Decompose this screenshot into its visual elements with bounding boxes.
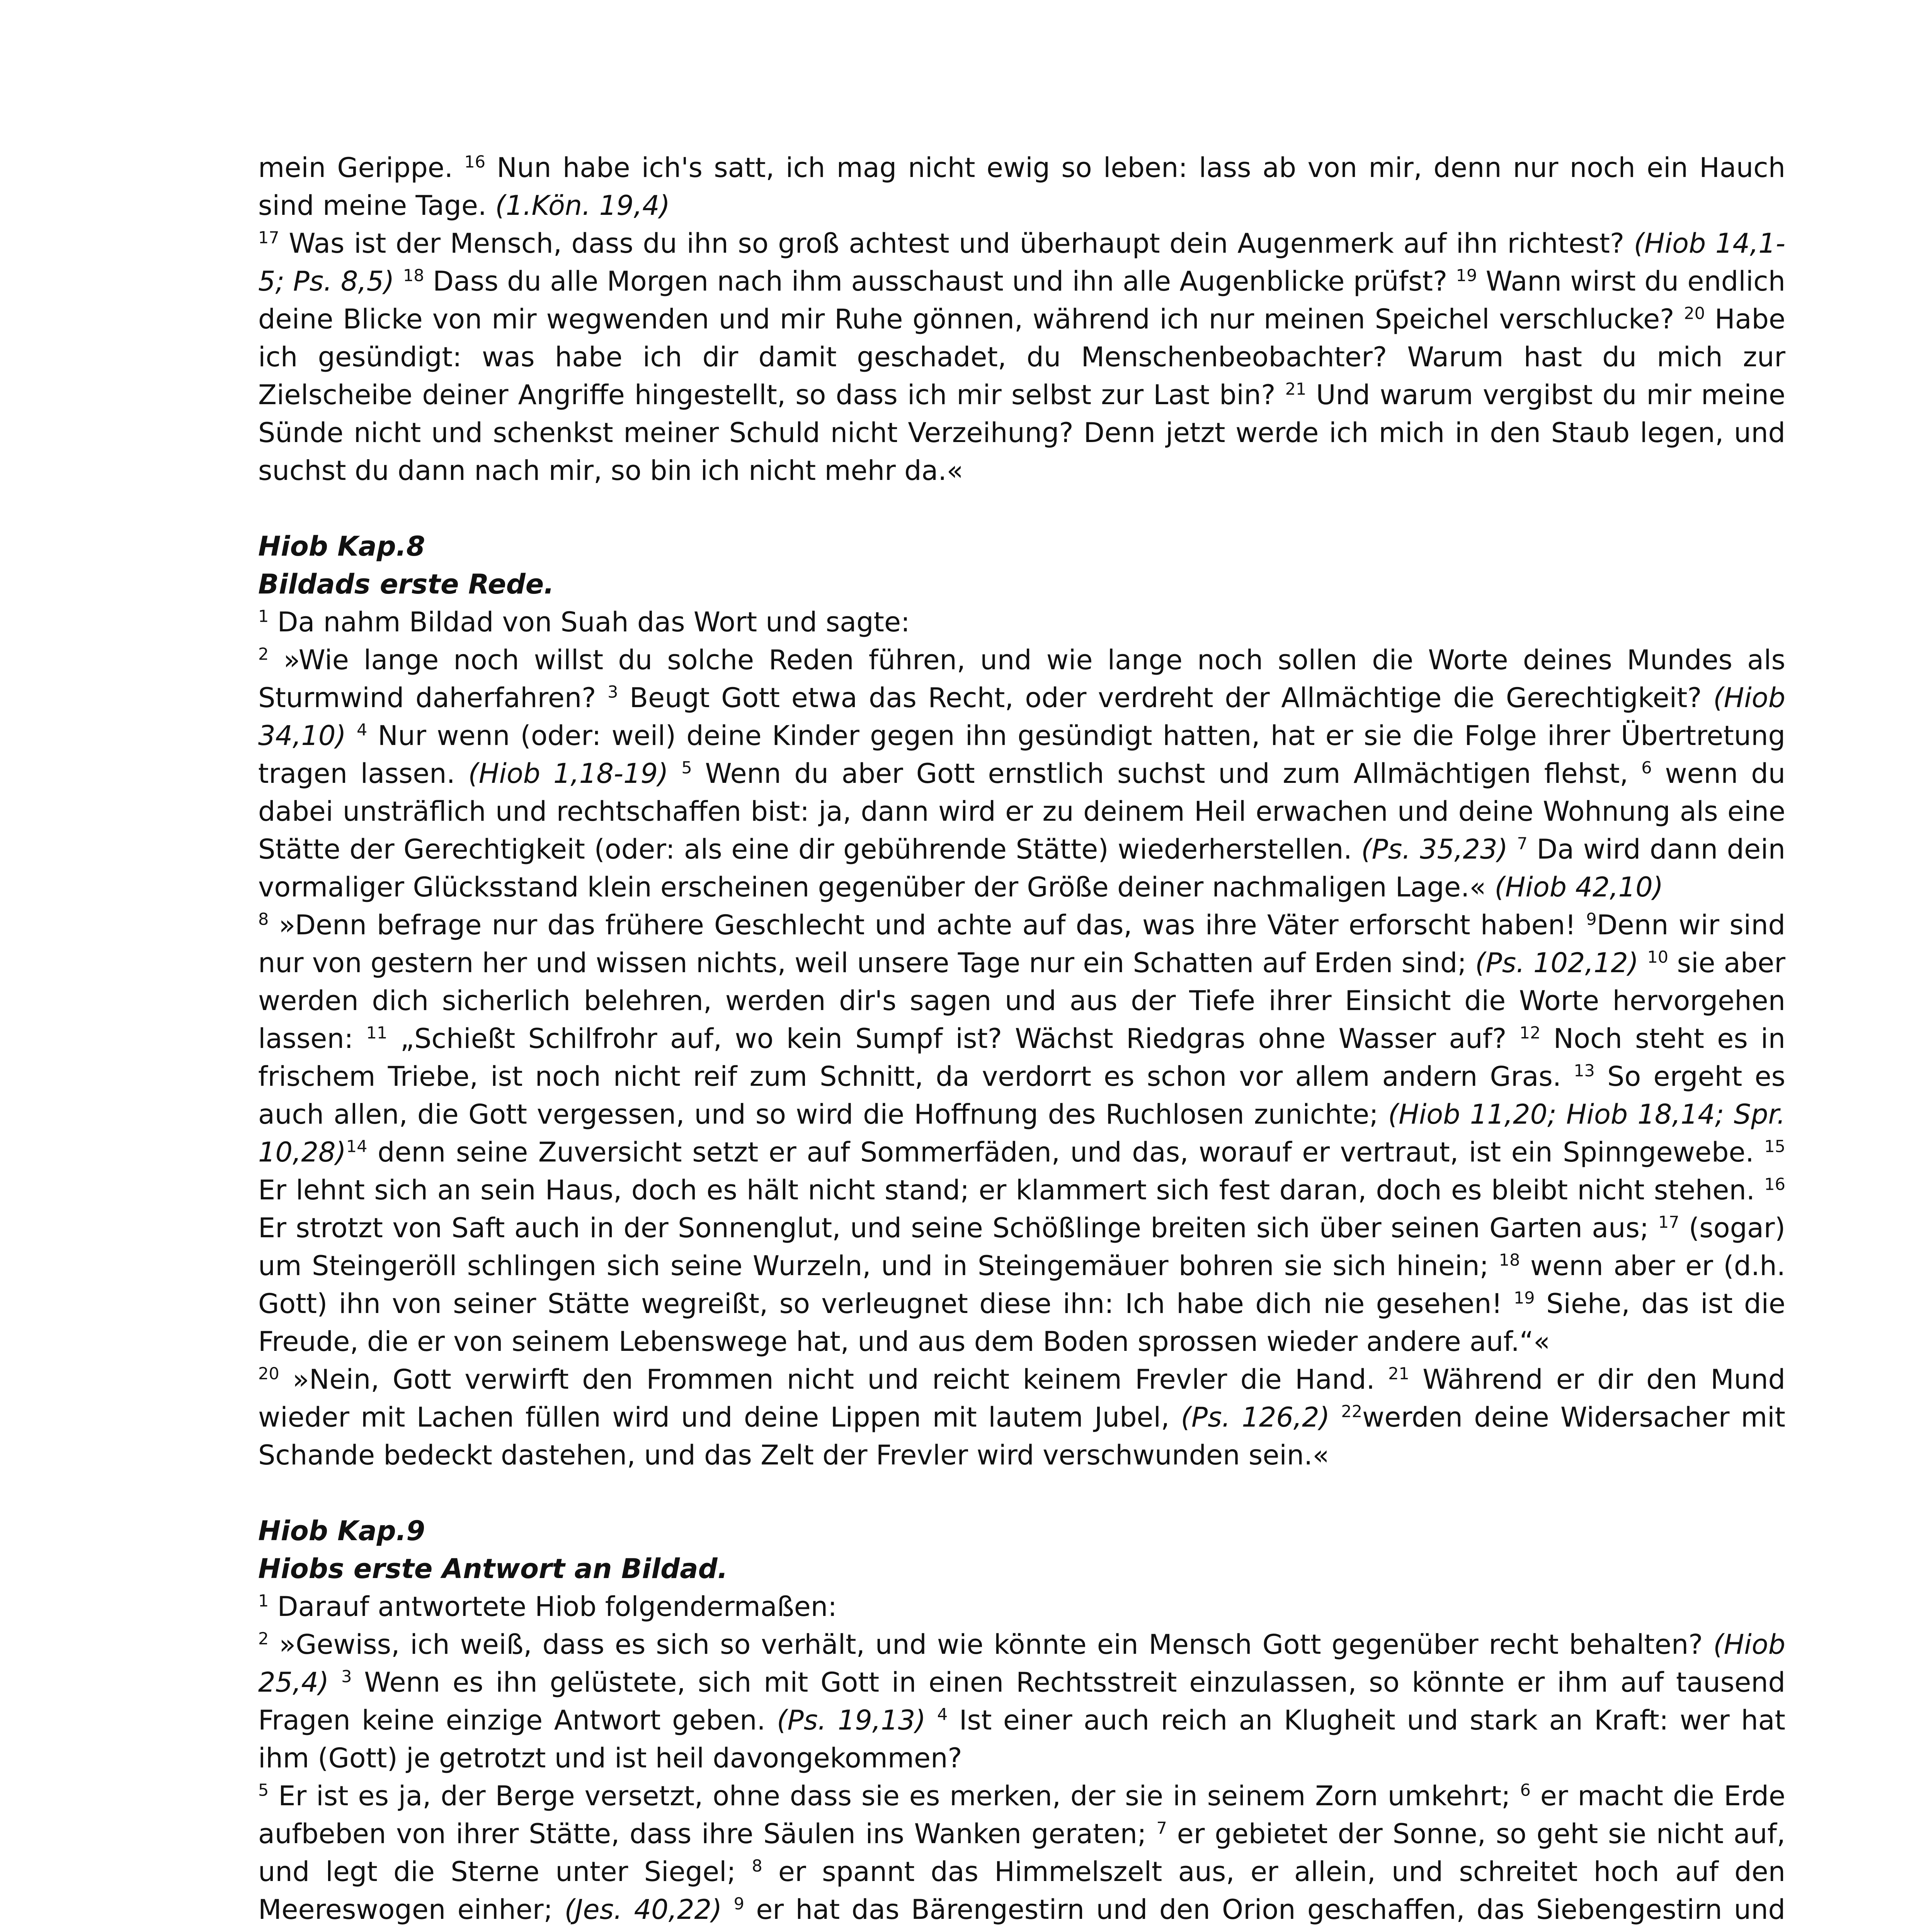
section-gap (258, 1474, 1785, 1512)
verse-number: 10 (1647, 947, 1669, 967)
verse-number: 19 (1513, 1288, 1535, 1308)
verse-text: Darauf antwortete Hiob folgendermaßen: (269, 1591, 837, 1622)
verse-text: Denn wir sind nur von gestern her und wissen nichts, weil unsere Tage nur ein Schatten auf Erden sind; (258, 909, 1785, 979)
verse-number: 6 (1641, 758, 1652, 778)
verse-number: 8 (752, 1856, 762, 1876)
verse-number: 3 (341, 1667, 352, 1687)
verse-text: Nun habe ich's satt, ich mag nicht ewig so leben: lass ab von mir, denn nur noch ein Hauch sind meine Tage. (258, 152, 1786, 221)
section-gap (258, 490, 1785, 527)
verse-text: Wann wirst du endlich deine Blicke von mir wegwenden und mir Ruhe gönnen, während ich nur meinen Speichel verschlucke? (258, 265, 1785, 335)
verse-paragraph (258, 603, 1785, 641)
verse-text (1330, 1401, 1341, 1433)
verse-text: „Schießt Schilfrohr auf, wo kein Sumpf ist? Wächst Riedgras ohne Wasser auf? (387, 1023, 1520, 1054)
verse-number: 20 (258, 1364, 279, 1384)
verse-number: 7 (1517, 834, 1528, 854)
verse-number: 9 (733, 1894, 745, 1914)
verse-text: Er strotzt von Saft auch in der Sonnenglut, und seine Schößlinge breiten sich über seinen Garten aus; (258, 1212, 1658, 1244)
verse-text: »Denn befrage nur das frühere Geschlecht und achte auf das, was ihre Väter erforscht haben! (269, 909, 1586, 941)
verse-number: 1 (258, 1591, 269, 1611)
verse-number: 1 (258, 607, 269, 626)
cross-reference: (Ps. 126,2) (1181, 1401, 1330, 1433)
verse-text: werden deine Widersacher mit Schande bedeckt dastehen, und das Zelt der Frevler wird verschwunden sein.« (258, 1401, 1785, 1471)
verse-text: er gebietet der Sonne, so geht sie nicht auf, und legt die Sterne unter Siegel; (258, 1818, 1785, 1888)
verse-number: 9 (1586, 910, 1597, 929)
verse-paragraph (258, 1588, 1785, 1626)
verse-number: 5 (681, 758, 692, 778)
verse-text: »Gewiss, ich weiß, dass es sich so verhält, und wie könnte ein Mensch Gott gegenüber recht behalten? (269, 1629, 1714, 1660)
verse-number: 21 (1388, 1364, 1409, 1384)
verse-text: sie aber werden dich sicherlich belehren, werden dir's sagen und aus der Tiefe ihrer Einsicht die Worte hervorgehen lassen: (258, 947, 1785, 1054)
cross-reference: (Hiob 11,20; Hiob 18,14; Spr. 10,28) (258, 1099, 1785, 1168)
cross-reference: (Hiob 25,4) (258, 1629, 1785, 1698)
verse-paragraph (258, 1361, 1785, 1474)
verse-text (346, 720, 357, 752)
verse-text: Da nahm Bildad von Suah das Wort und sagte: (269, 606, 910, 638)
verse-text: er macht die Erde aufbeben von ihrer Stätte, dass ihre Säulen ins Wanken geraten; (258, 1780, 1785, 1850)
verse-number: 2 (258, 645, 269, 664)
cross-reference: (Ps. 102,12) (1475, 947, 1639, 979)
verse-number: 7 (1156, 1818, 1167, 1838)
verse-number: 20 (1684, 304, 1705, 323)
verse-text (926, 1704, 937, 1736)
verse-text: wenn aber er (d.h. Gott) ihn von seiner Stätte wegreißt, so verleugnet diese ihn: Ich habe dich nie gesehen! (258, 1250, 1786, 1320)
verse-number: 12 (1519, 1023, 1541, 1043)
cross-reference: (Hiob 42,10) (1494, 871, 1664, 903)
verse-text (394, 265, 403, 297)
verse-number: 11 (366, 1023, 388, 1043)
verse-text: Er lehnt sich an sein Haus, doch es hält nicht stand; er klammert sich fest daran, doch es bleibt nicht stehen. (258, 1174, 1765, 1206)
verse-paragraph (258, 641, 1785, 906)
verse-number: 14 (346, 1137, 368, 1156)
verse-text: Wenn es ihn gelüstete, sich mit Gott in einen Rechtsstreit einzulassen, so könnte er ihm auf tausend Fragen keine einzige Antwort geben. (258, 1667, 1785, 1736)
verse-number: 8 (258, 910, 269, 929)
verse-text: »Wie lange noch willst du solche Reden führen, und wie lange noch sollen die Worte deines Mundes als Sturmwind daherfahren? (258, 644, 1785, 714)
section-heading: Bildads erste Rede. (258, 568, 554, 600)
verse-text: (sogar) um Steingeröll schlingen sich seine Wurzeln, und in Steingemäuer bohren sie sich hinein; (258, 1212, 1785, 1282)
cross-reference: (1.Kön. 19,4) (495, 190, 670, 221)
verse-paragraph (258, 149, 1785, 224)
verse-text: Er ist es ja, der Berge versetzt, ohne dass sie es merken, der sie in seinem Zorn umkehrt; (269, 1780, 1520, 1812)
cross-reference: (Ps. 35,23) (1361, 833, 1508, 865)
verse-text: Ist einer auch reich an Klugheit und stark an Kraft: wer hat ihm (Gott) je getrotzt und ist heil davongekommen? (258, 1704, 1785, 1774)
verse-text: mein Gerippe. (258, 152, 465, 184)
verse-text: er hat das Bärengestirn und den Orion geschaffen, das Siebengestirn und (756, 1894, 1785, 1925)
verse-text (329, 1667, 341, 1698)
verse-number: 16 (1764, 1175, 1785, 1194)
verse-number: 22 (1341, 1402, 1363, 1422)
verse-text: Während er dir den Mund wieder mit Lachen füllen wird und deine Lippen mit lautem Jubel, (258, 1364, 1785, 1433)
verse-text (1639, 947, 1647, 979)
verse-number: 17 (258, 228, 279, 248)
verse-number: 18 (1499, 1250, 1520, 1270)
verse-text: Dass du alle Morgen nach ihm ausschaust und ihn alle Augenblicke prüfst? (424, 265, 1456, 297)
verse-text: So ergeht es auch allen, die Gott vergessen, und so wird die Hoffnung des Ruchlosen zunichte; (258, 1061, 1785, 1130)
verse-text: Habe ich gesündigt: was habe ich dir damit geschadet, du Menschenbeobachter? Warum hast du mich zur Zielscheibe deiner Angriffe hingestellt, so dass ich mir selbst zur Last bin? (258, 303, 1785, 411)
verse-paragraph (258, 906, 1785, 1361)
verse-paragraph (258, 1626, 1785, 1777)
verse-text: Nur wenn (oder: weil) deine Kinder gegen ihn gesündigt hatten, hat er sie die Folge ihrer Übertretung tragen lassen. (258, 720, 1785, 789)
section-heading: Hiobs erste Antwort an Bildad. (258, 1553, 728, 1585)
verse-number: 21 (1285, 379, 1307, 399)
verse-text: Siehe, das ist die Freude, die er von seinem Lebenswege hat, und aus dem Boden sprossen wieder andere auf.“« (258, 1288, 1785, 1357)
verse-number: 17 (1658, 1213, 1679, 1232)
verse-number: 5 (258, 1781, 269, 1800)
verse-text: »Nein, Gott verwirft den Frommen nicht und reicht keinem Frevler die Hand. (279, 1364, 1389, 1395)
verse-text (669, 758, 682, 789)
verse-text: Beugt Gott etwa das Recht, oder verdreht der Allmächtige die Gerechtigkeit? (618, 682, 1714, 714)
cross-reference: (Jes. 40,22) (564, 1894, 722, 1925)
cross-reference: (Ps. 19,13) (777, 1704, 926, 1736)
verse-text: Da wird dann dein vormaliger Glücksstand klein erscheinen gegenüber der Größe deiner nachmaligen Lage.« (258, 833, 1785, 903)
verse-text: Was ist der Mensch, dass du ihn so groß achtest und überhaupt dein Augenmerk auf ihn richtest? (279, 228, 1634, 259)
verse-text: wenn du dabei unsträflich und rechtschaffen bist: ja, dann wird er zu deinem Heil erwachen und deine Wohnung als eine Stätte der Gerechtigkeit (oder: als eine dir gebührende Stätte) wiederherstellen. (258, 758, 1785, 865)
verse-text: Noch steht es in frischem Triebe, ist noch nicht reif zum Schnitt, da verdorrt es schon vor allem andern Gras. (258, 1023, 1785, 1092)
cross-reference: (Hiob 14,1-5; Ps. 8,5) (258, 228, 1785, 297)
document-body (258, 149, 1785, 1932)
verse-paragraph (258, 1777, 1785, 1932)
verse-text: denn seine Zuversicht setzt er auf Sommerfäden, und das, worauf er vertraut, ist ein Spinngewebe. (367, 1136, 1765, 1168)
verse-text: Wenn du aber Gott ernstlich suchst und zum Allmächtigen flehst, (692, 758, 1642, 789)
verse-number: 3 (607, 682, 618, 702)
verse-number: 4 (937, 1705, 948, 1725)
verse-text (722, 1894, 733, 1925)
verse-number: 15 (1764, 1137, 1785, 1156)
verse-number: 16 (464, 152, 486, 172)
verse-paragraph (258, 224, 1785, 490)
section-heading: Hiob Kap.9 (258, 1515, 425, 1547)
section-heading: Hiob Kap.8 (258, 531, 425, 562)
verse-number: 2 (258, 1629, 269, 1649)
verse-text: Und warum vergibst du mir meine Sünde nicht und schenkst meiner Schuld nicht Verzeihung? Denn jetzt werde ich mich in den Staub legen, und suchst du dann nach mir, so bin ich nicht mehr da.« (258, 379, 1785, 486)
verse-number: 19 (1456, 266, 1477, 286)
cross-reference: (Hiob 1,18-19) (468, 758, 669, 789)
verse-text (1508, 833, 1517, 865)
verse-number: 4 (356, 720, 368, 740)
verse-number: 13 (1574, 1061, 1595, 1081)
verse-number: 18 (403, 266, 424, 286)
verse-number: 6 (1520, 1781, 1531, 1800)
verse-text: er spannt das Himmelszelt aus, er allein, und schreitet hoch auf den Meereswogen einher; (258, 1856, 1785, 1925)
cross-reference: (Hiob 34,10) (258, 682, 1785, 752)
